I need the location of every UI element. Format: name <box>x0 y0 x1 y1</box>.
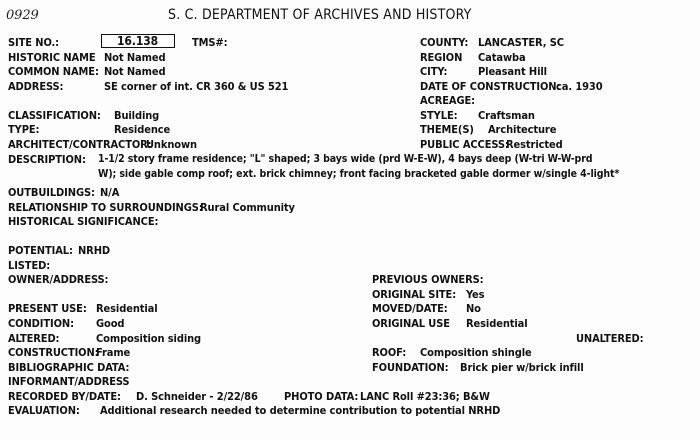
historic-name-value: Not Named <box>104 51 166 64</box>
potential-value: NRHD <box>78 244 111 257</box>
acreage-label: ACREAGE: <box>420 94 476 107</box>
type-label: TYPE: <box>8 123 40 136</box>
county-value: LANCASTER, SC <box>478 36 564 49</box>
moved-date-value: No <box>466 302 481 315</box>
handwritten-card-number: 0929 <box>6 8 39 23</box>
date-of-construction-value: ca. 1930 <box>556 80 603 93</box>
evaluation-value: Additional research needed to determine contribution to potential NRHD <box>100 404 501 417</box>
description-line-1: 1-1/2 story frame residence; "L" shaped; 3 bays wide (prd W-E-W), 4 bays deep (W-tri W-W-prd <box>98 153 593 165</box>
evaluation-label: EVALUATION: <box>8 404 80 417</box>
county-label: COUNTY: <box>420 36 469 49</box>
region-value: Catawba <box>478 51 526 64</box>
site-no-value: 16.138 <box>117 34 159 48</box>
classification-label: CLASSIFICATION: <box>8 109 101 122</box>
photo-data-label: PHOTO DATA: <box>284 390 359 403</box>
recorded-by-value: D. Schneider - 2/22/86 <box>136 390 258 403</box>
foundation-value: Brick pier w/brick infill <box>460 361 584 374</box>
foundation-label: FOUNDATION: <box>372 361 449 374</box>
original-site-value: Yes <box>466 288 485 301</box>
public-access-label: PUBLIC ACCESS: <box>420 138 509 151</box>
moved-date-label: MOVED/DATE: <box>372 302 448 315</box>
public-access-value: Restricted <box>506 138 563 151</box>
outbuildings-label: OUTBUILDINGS: <box>8 186 95 199</box>
original-use-label: ORIGINAL USE <box>372 317 450 330</box>
altered-value: Composition siding <box>96 332 202 345</box>
city-label: CITY: <box>420 65 448 78</box>
common-name-value: Not Named <box>104 65 166 78</box>
architect-label: ARCHITECT/CONTRACTOR: <box>8 138 152 151</box>
bibliographic-data-label: BIBLIOGRAPHIC DATA: <box>8 361 130 374</box>
architect-value: Unknown <box>146 138 197 151</box>
potential-label: POTENTIAL: <box>8 244 73 257</box>
original-use-value: Residential <box>466 317 528 330</box>
altered-label: ALTERED: <box>8 332 60 345</box>
informant-address-label: INFORMANT/ADDRESS <box>8 375 130 388</box>
themes-value: Architecture <box>488 123 557 136</box>
city-value: Pleasant Hill <box>478 65 547 78</box>
classification-value: Building <box>114 109 160 122</box>
construction-label: CONSTRUCTION: <box>8 346 99 359</box>
tms-label: TMS#: <box>192 36 228 49</box>
roof-value: Composition shingle <box>420 346 532 359</box>
description-label: DESCRIPTION: <box>8 153 86 166</box>
themes-label: THEME(S) <box>420 123 474 136</box>
date-of-construction-label: DATE OF CONSTRUCTION: <box>420 80 561 93</box>
recorded-by-label: RECORDED BY/DATE: <box>8 390 121 403</box>
relationship-label: RELATIONSHIP TO SURROUNDINGS: <box>8 201 203 214</box>
site-no-label: SITE NO.: <box>8 36 60 49</box>
photo-data-value: LANC Roll #23:36; B&W <box>360 390 490 403</box>
original-site-label: ORIGINAL SITE: <box>372 288 457 301</box>
relationship-value: Rural Community <box>200 201 295 214</box>
previous-owners-label: PREVIOUS OWNERS: <box>372 273 484 286</box>
construction-value: Frame <box>96 346 131 359</box>
condition-label: CONDITION: <box>8 317 74 330</box>
description-line-2: W); side gable comp roof; ext. brick chimney; front facing bracketed gable dormer w/single 4-light* <box>98 168 620 180</box>
common-name-label: COMMON NAME: <box>8 65 99 78</box>
historical-significance-label: HISTORICAL SIGNIFICANCE: <box>8 215 159 228</box>
present-use-label: PRESENT USE: <box>8 302 87 315</box>
address-value: SE corner of int. CR 360 & US 521 <box>104 80 289 93</box>
type-value: Residence <box>114 123 171 136</box>
address-label: ADDRESS: <box>8 80 64 93</box>
unaltered-label: UNALTERED: <box>576 332 644 345</box>
region-label: REGION <box>420 51 463 64</box>
roof-label: ROOF: <box>372 346 407 359</box>
style-label: STYLE: <box>420 109 458 122</box>
condition-value: Good <box>96 317 125 330</box>
page-title: S. C. DEPARTMENT OF ARCHIVES AND HISTORY <box>168 7 472 23</box>
outbuildings-value: N/A <box>100 186 120 199</box>
historic-name-label: HISTORIC NAME <box>8 51 96 64</box>
style-value: Craftsman <box>478 109 535 122</box>
present-use-value: Residential <box>96 302 158 315</box>
listed-label: LISTED: <box>8 259 51 272</box>
owner-address-label: OWNER/ADDRESS: <box>8 273 109 286</box>
